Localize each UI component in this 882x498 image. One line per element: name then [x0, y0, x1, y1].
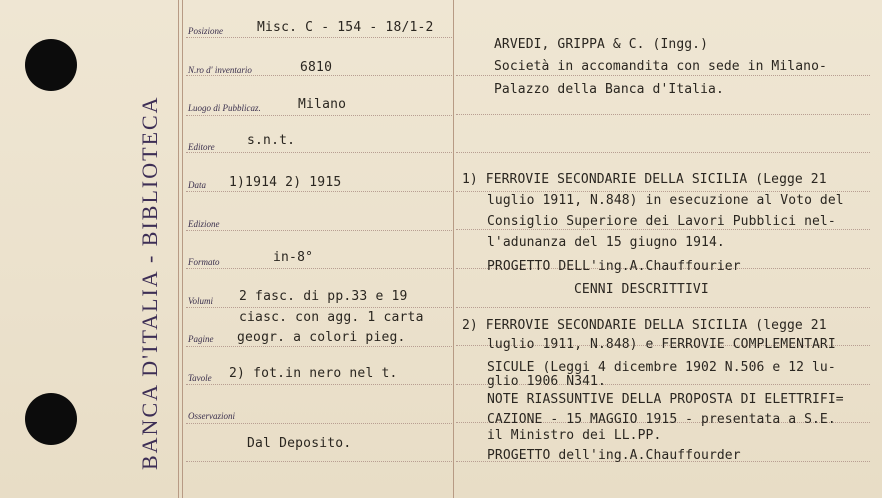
row-editore: [186, 132, 452, 153]
label-formato: Formato: [188, 257, 220, 267]
title-line: 2) FERROVIE SECONDARIE DELLA SICILIA (legge 21: [462, 318, 827, 333]
right-rule: [456, 307, 870, 308]
label-tavole: Tavole: [188, 373, 212, 383]
title-line: glio 1906 N341.: [487, 374, 606, 389]
right-rule: [456, 152, 870, 153]
right-rule: [456, 75, 870, 76]
label-posizione: Posizione: [188, 26, 223, 36]
title-line: 1) FERROVIE SECONDARIE DELLA SICILIA (Legge 21: [462, 172, 827, 187]
label-editore: Editore: [188, 142, 215, 152]
title-line: PROGETTO dell'ing.A.Chauffourder: [487, 448, 741, 463]
value-inventario: 6810: [300, 60, 333, 75]
row-formato: [186, 248, 452, 269]
value-volumi-1: 2 fasc. di pp.33 e 19: [239, 289, 408, 304]
value-pagine: geogr. a colori pieg.: [237, 330, 406, 345]
title-line: luglio 1911, N.848) e FERROVIE COMPLEMENTARI: [487, 337, 836, 352]
right-rule: [456, 191, 870, 192]
punch-hole-top: [25, 39, 77, 91]
label-pagine: Pagine: [188, 334, 214, 344]
label-osservazioni: Osservazioni: [188, 411, 235, 421]
label-data: Data: [188, 180, 206, 190]
author-line: ARVEDI, GRIPPA & C. (Ingg.): [494, 37, 709, 52]
value-posizione: Misc. C - 154 - 18/1-2: [257, 20, 434, 35]
description-line: Palazzo della Banca d'Italia.: [494, 82, 724, 97]
label-inventario: N.ro d' inventario: [188, 65, 252, 75]
label-luogo: Luogo di Pubblicaz.: [188, 103, 261, 113]
title-line: PROGETTO DELL'ing.A.Chauffourier: [487, 259, 741, 274]
divider-left-inner: [182, 0, 183, 498]
label-volumi: Volumi: [188, 296, 214, 306]
title-line: NOTE RIASSUNTIVE DELLA PROPOSTA DI ELETTRIFI=: [487, 392, 844, 407]
library-side-title: BANCA D'ITALIA - BIBLIOTECA: [137, 95, 162, 470]
title-line: SICULE (Leggi 4 dicembre 1902 N.506 e 12 lu-: [487, 360, 836, 375]
divider-left: [178, 0, 179, 498]
value-volumi-2: ciasc. con agg. 1 carta: [239, 310, 424, 325]
divider-middle: [453, 0, 454, 498]
value-data: 1)1914 2) 1915: [229, 175, 342, 190]
right-rule: [456, 114, 870, 115]
title-line: Consiglio Superiore dei Lavori Pubblici nel-: [487, 214, 836, 229]
title-line: l'adunanza del 15 giugno 1914.: [487, 235, 725, 250]
value-editore: s.n.t.: [247, 133, 296, 148]
label-edizione: Edizione: [188, 219, 220, 229]
punch-hole-bottom: [25, 393, 77, 445]
value-deposito: Dal Deposito.: [247, 436, 352, 451]
value-tavole: 2) fot.in nero nel t.: [229, 366, 398, 381]
title-line: CENNI DESCRITTIVI: [574, 282, 709, 297]
value-luogo: Milano: [298, 97, 347, 112]
title-line: luglio 1911, N.848) in esecuzione al Voto del: [487, 193, 844, 208]
row-edizione: [186, 210, 452, 231]
right-rule: [456, 229, 870, 230]
title-line: CAZIONE - 15 MAGGIO 1915 - presentata a S.E.: [487, 412, 836, 427]
title-line: il Ministro dei LL.PP.: [487, 428, 662, 443]
description-line: Società in accomandita con sede in Milano-: [494, 59, 827, 74]
value-formato: in-8°: [273, 250, 314, 265]
